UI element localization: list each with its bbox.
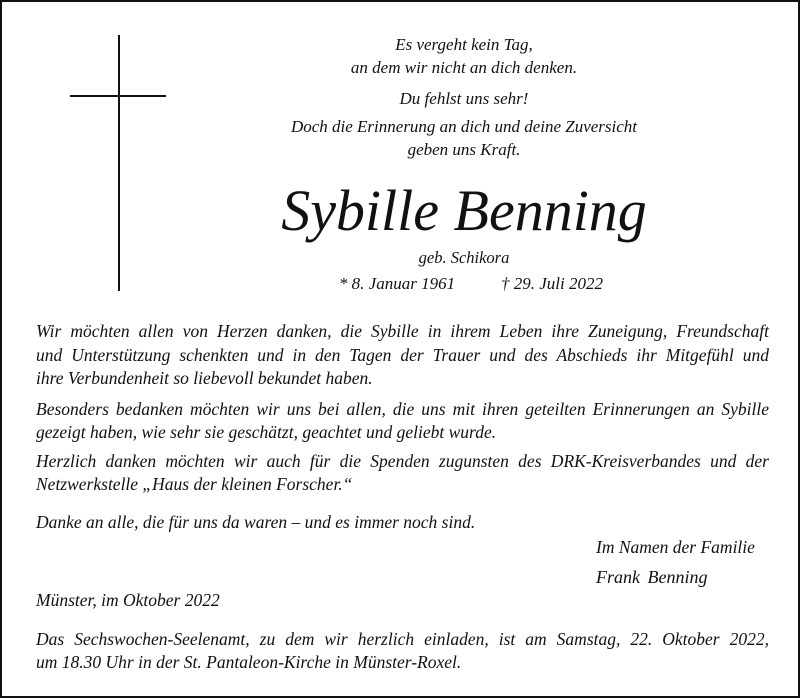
place-date: Münster, im Oktober 2022 xyxy=(36,590,220,610)
paragraph-line: Besonders bedanken möchten wir uns bei allen, die uns mit ihren geteilten Erinnerungen an Sybille xyxy=(36,399,769,419)
maiden-name: geb. Schikora xyxy=(418,248,510,267)
verse-line: an dem wir nicht an dich denken. xyxy=(350,58,578,77)
paragraph-line: und Unterstützung schenkten und in den Tagen der Trauer und des Abschieds ihr Mitgefühl und xyxy=(36,345,769,365)
paragraph-line: ihre Verbundenheit so liebevoll bekundet haben. xyxy=(36,368,373,388)
paragraph-line: gezeigt haben, wie sehr sie geschätzt, geachtet und geliebt wurde. xyxy=(36,422,497,442)
verse-line: Es vergeht kein Tag, xyxy=(395,35,533,54)
paragraph-line: Wir möchten allen von Herzen danken, die Sybille in ihrem Leben ihre Zuneigung, Freundschaft xyxy=(36,321,769,341)
service-line: um 18.30 Uhr in der St. Pantaleon-Kirche in Münster-Roxel. xyxy=(36,652,462,672)
verse-line: Du fehlst uns sehr! xyxy=(399,89,529,108)
verse-line: geben uns Kraft. xyxy=(407,140,521,159)
paragraph-line: Netzwerkstelle „Haus der kleinen Forscher.“ xyxy=(36,474,353,494)
deceased-name: Sybille Benning xyxy=(281,178,647,243)
death-date: † 29. Juli 2022 xyxy=(501,274,603,293)
birth-date: * 8. Januar 1961 xyxy=(338,274,456,293)
signature-name: Frank Benning xyxy=(596,567,708,587)
paragraph-line: Herzlich danken möchten wir auch für die Spenden zugunsten des DRK-Kreisverbandes und der xyxy=(36,451,769,471)
verse-line: Doch die Erinnerung an dich und deine Zuversicht xyxy=(290,117,638,136)
paragraph-line: Danke an alle, die für uns da waren – und es immer noch sind. xyxy=(36,512,476,532)
service-line: Das Sechswochen-Seelenamt, zu dem wir herzlich einladen, ist am Samstag, 22. Oktober 2022, xyxy=(36,629,769,649)
signature-intro: Im Namen der Familie xyxy=(596,537,755,557)
